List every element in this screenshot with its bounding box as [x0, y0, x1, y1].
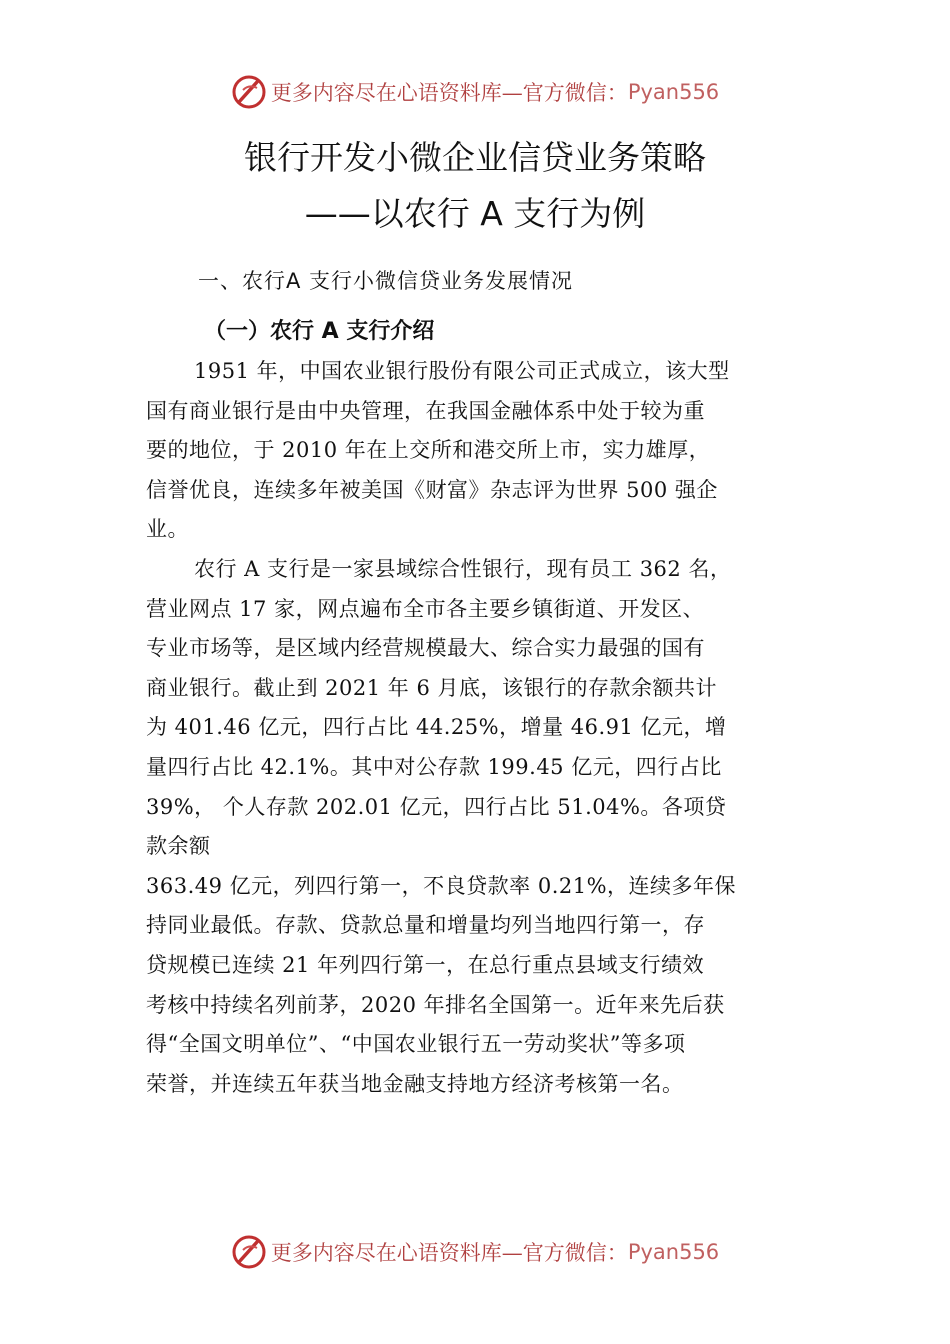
- subsection-heading: （一）农行 A 支行介绍: [204, 319, 435, 344]
- section-heading: 一、农行A 支行小微信贷业务发展情况: [198, 269, 574, 293]
- watermark-contact: Pyan556: [627, 80, 720, 104]
- paragraph-2: [146, 550, 806, 1104]
- watermark-text: 更多内容尽在心语资料库—官方微信：: [270, 1241, 628, 1265]
- paragraph-line: 量四行占比 42.1%。其中对公存款 199.45 亿元，四行占比: [146, 754, 722, 779]
- document-title-line2: ——以农行 A 支行为例: [304, 194, 646, 233]
- watermark-contact: Pyan556: [627, 1240, 720, 1264]
- paragraph-line: 荣誉，并连续五年获当地金融支持地方经济考核第一名。: [146, 1071, 684, 1096]
- paragraph-line: 贷规模已连续 21 年列四行第一，在总行重点县域支行绩效: [146, 952, 705, 977]
- watermark-banner-top: [0, 72, 950, 112]
- paragraph-line: 国有商业银行是由中央管理，在我国金融体系中处于较为重: [146, 398, 705, 423]
- red-pen-circle-logo-icon: [231, 74, 267, 110]
- paragraph-line: 款余额: [146, 834, 211, 859]
- paragraph-line: 考核中持续名列前茅，2020 年排名全国第一。近年来先后获: [146, 992, 725, 1017]
- paragraph-line: 要的地位，于 2010 年在上交所和港交所上市，实力雄厚，: [146, 438, 711, 463]
- paragraph-line: 专业市场等，是区域内经营规模最大、综合实力最强的国有: [146, 636, 705, 661]
- paragraph-line: 持同业最低。存款、贷款总量和增量均列当地四行第一，存: [146, 913, 705, 938]
- paragraph-line: 1951 年，中国农业银行股份有限公司正式成立，该大型: [194, 359, 730, 383]
- paragraph-line: 得“全国文明单位”、“中国农业银行五一劳动奖状”等多项: [146, 1032, 686, 1057]
- paragraph-line: 信誉优良，连续多年被美国《财富》杂志评为世界 500 强企: [146, 477, 718, 502]
- paragraph-line: 农行 A 支行是一家县域综合性银行，现有员工 362 名，: [194, 557, 732, 581]
- paragraph-line: 商业银行。截止到 2021 年 6 月底，该银行的存款余额共计: [146, 675, 718, 700]
- paragraph-line: 363.49 亿元，列四行第一，不良贷款率 0.21%，连续多年保: [146, 873, 737, 898]
- red-pen-circle-logo-icon: [231, 1234, 267, 1270]
- paragraph-line: 为 401.46 亿元，四行占比 44.25%，增量 46.91 亿元，增: [146, 715, 727, 740]
- paragraph-line: 39%， 个人存款 202.01 亿元，四行占比 51.04%。各项贷: [146, 794, 727, 819]
- paragraph-line: 业。: [146, 517, 189, 542]
- paragraph-line: 营业网点 17 家，网点遍布全市各主要乡镇街道、开发区、: [146, 596, 705, 621]
- document-title-line1: 银行开发小微企业信贷业务策略: [244, 138, 706, 177]
- paragraph-1: [146, 352, 806, 550]
- watermark-text: 更多内容尽在心语资料库—官方微信：: [270, 81, 628, 105]
- watermark-banner-bottom: [0, 1232, 950, 1272]
